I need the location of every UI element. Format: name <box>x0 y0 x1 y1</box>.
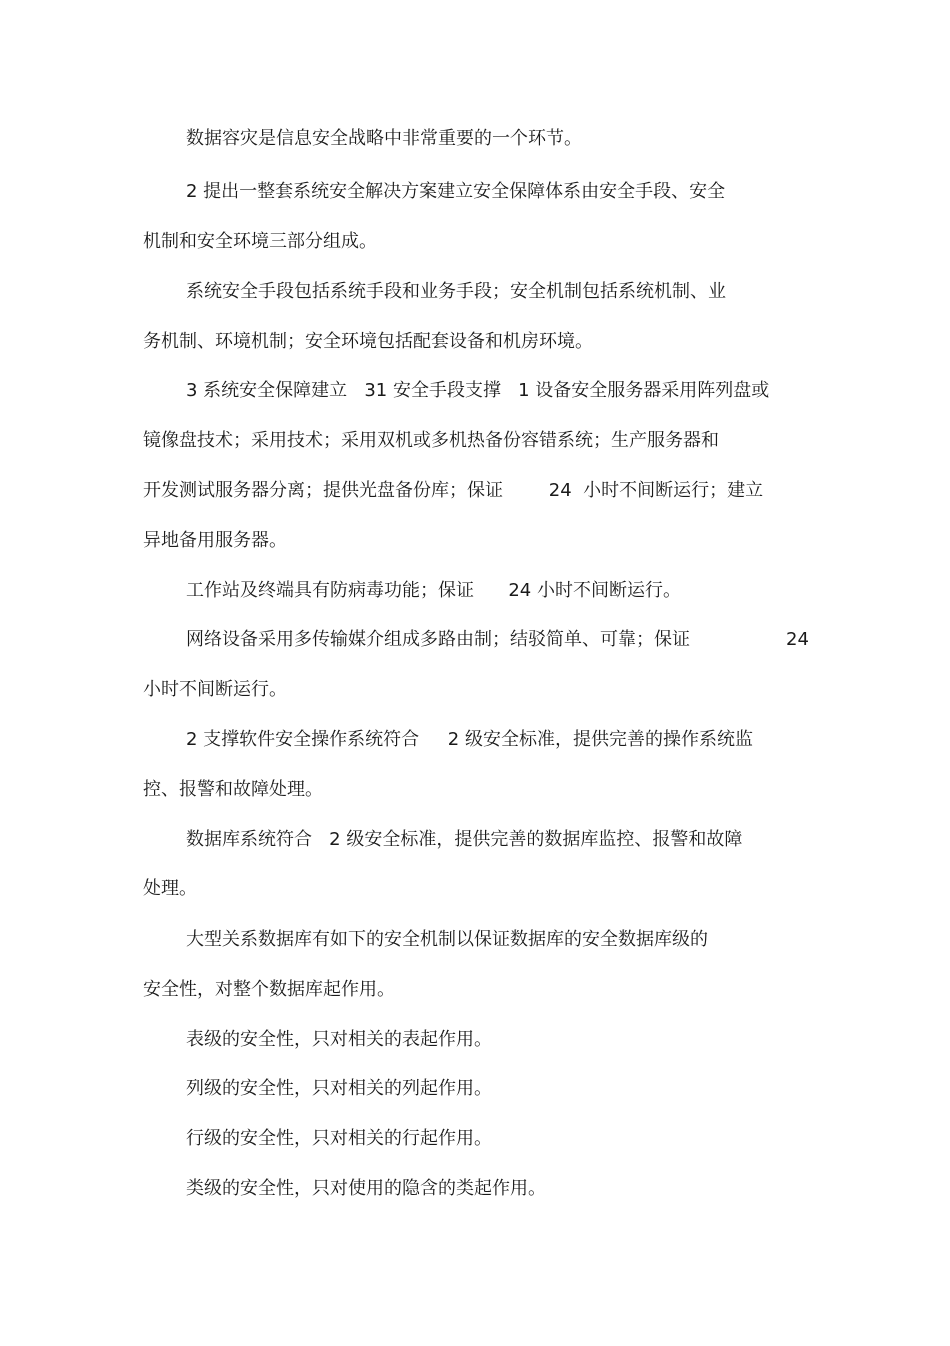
paragraph-line: 务机制、环境机制；安全环境包括配套设备和机房环境。 <box>143 331 593 352</box>
paragraph-line: 网络设备采用多传输媒介组成多路由制；结驳简单、可靠；保证 <box>186 629 690 650</box>
paragraph-line: 2 提出一整套系统安全解决方案建立安全保障体系由安全手段、安全 <box>186 181 726 202</box>
paragraph-line: 系统安全手段包括系统手段和业务手段；安全机制包括系统机制、业 <box>186 281 726 302</box>
paragraph-line: 2 支撑软件安全操作系统符合 2 级安全标准，提供完善的操作系统监 <box>186 729 753 750</box>
paragraph-line: 机制和安全环境三部分组成。 <box>143 231 377 252</box>
paragraph-line: 大型关系数据库有如下的安全机制以保证数据库的安全数据库级的 <box>186 929 708 950</box>
paragraph-line: 异地备用服务器。 <box>143 530 287 551</box>
paragraph-line: 工作站及终端具有防病毒功能；保证 24 小时不间断运行。 <box>186 580 681 601</box>
paragraph-line: 数据容灾是信息安全战略中非常重要的一个环节。 <box>186 128 582 149</box>
paragraph-line: 开发测试服务器分离；提供光盘备份库；保证 24 小时不间断运行；建立 <box>143 480 764 501</box>
paragraph-line: 3 系统安全保障建立 31 安全手段支撑 1 设备安全服务器采用阵列盘或 <box>186 380 770 401</box>
paragraph-line: 数据库系统符合 2 级安全标准，提供完善的数据库监控、报警和故障 <box>186 829 743 850</box>
paragraph-line: 列级的安全性，只对相关的列起作用。 <box>186 1078 492 1099</box>
paragraph-line: 处理。 <box>143 878 197 899</box>
paragraph-line: 小时不间断运行。 <box>143 679 287 700</box>
paragraph-line: 表级的安全性，只对相关的表起作用。 <box>186 1029 492 1050</box>
paragraph-line: 行级的安全性，只对相关的行起作用。 <box>186 1128 492 1149</box>
paragraph-line: 类级的安全性，只对使用的隐含的类起作用。 <box>186 1178 546 1199</box>
paragraph-line-trailing-number: 24 <box>786 629 809 650</box>
paragraph-line: 安全性，对整个数据库起作用。 <box>143 979 395 1000</box>
paragraph-line: 控、报警和故障处理。 <box>143 779 323 800</box>
paragraph-line: 镜像盘技术；采用技术；采用双机或多机热备份容错系统；生产服务器和 <box>143 430 719 451</box>
